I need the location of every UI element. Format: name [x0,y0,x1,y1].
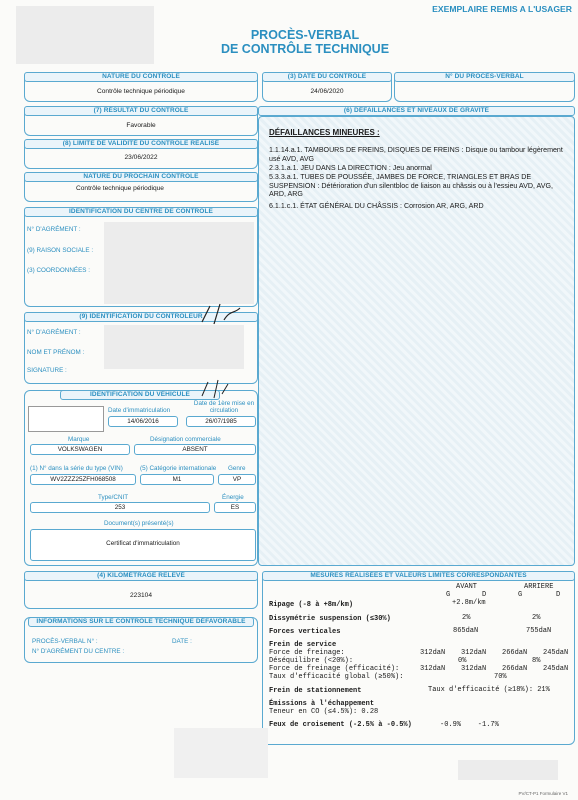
categorie-label: (5) Catégorie internationale [140,465,217,472]
force-eff-value: 312daN [461,665,487,673]
controleur-signature-label: SIGNATURE : [27,367,67,374]
avant-label: AVANT [456,583,478,591]
marque-label: Marque [68,436,90,443]
forces-arriere: 755daN [526,627,552,635]
signature-mark [196,300,256,330]
contre-pv-label: PROCÈS-VERBAL N° : [32,638,98,645]
controleur-nom-label: NOM ET PRÉNOM : [27,349,85,356]
defect-item: 6.1.1.c.1. ÉTAT GÉNÉRAL DU CHÂSSIS : Corrosion AR, ARG, ARD [269,202,484,210]
num-pv-header: N° DU PROCÈS-VERBAL [394,72,575,82]
redacted-stamp [174,728,268,778]
vehicule-scribble [198,378,238,400]
arriere-g: G [518,591,523,599]
page-title-line1: PROCÈS-VERBAL [250,28,360,42]
limite-header: (8) LIMITE DE VALIDITÉ DU CONTRÔLE RÉALISÉ [24,139,258,149]
redacted-controleur [104,325,244,369]
desequilibre-arriere: 8% [532,657,541,665]
redacted-logo [16,6,154,64]
redacted-footer [458,760,558,780]
categorie-value: M1 [140,474,214,485]
avant-d: D [482,591,487,599]
genre-label: Genre [228,465,246,472]
dissym-avant: 2% [462,614,471,622]
force-freinage-value: 312daN [461,649,487,657]
defaillances-title: DÉFAILLANCES MINEURES : [269,128,380,137]
ripage-value: +2.8m/km [452,599,486,607]
defect-item: 5.3.3.a.1. TUBES DE POUSSÉE, JAMBES DE FORCE, TRIANGLES ET BRAS DE SUSPENSION : Détérioration d'un silentbloc de liaison au châssis ou à l'essieu AVD, AVG, ARD, ARG [269,173,553,199]
designation-value: ABSENT [134,444,256,455]
vehicule-header: IDENTIFICATION DU VÉHICULE [60,390,220,400]
vin-value: WV2ZZZ25ZFH068508 [30,474,136,485]
centre-agrement-label: N° D'AGRÉMENT : [27,226,81,233]
dissym-label: Dissymétrie suspension (≤30%) [269,615,391,623]
resultat-value: Favorable [126,122,156,129]
desequilibre-label: Déséquilibre (<20%): [269,657,354,665]
date-controle-header: (3) DATE DU CONTRÔLE [262,72,392,82]
stationnement-value: Taux d'efficacité (≥18%): 21% [428,686,550,694]
footer-ref: PV/CT-P1 Formulaire V1 [518,791,568,796]
prochain-header: NATURE DU PROCHAIN CONTRÔLE [24,172,258,182]
genre-value: VP [218,474,256,485]
force-eff-value: 266daN [502,665,528,673]
taux-global-label: Taux d'efficacité global (≥50%): [269,673,404,681]
centre-header: IDENTIFICATION DU CENTRE DE CONTRÔLE [24,207,258,217]
defaillances-header: (6) DÉFAILLANCES ET NIVEAUX DE GRAVITÉ [258,106,575,116]
arriere-d: D [556,591,561,599]
stationnement-label: Frein de stationnement [269,687,362,695]
frein-service-label: Frein de service [269,641,337,649]
ripage-label: Ripage (-8 à +8m/km) [269,601,354,609]
limite-value: 23/06/2022 [124,154,158,161]
type-label: Type/CNIT [98,494,129,501]
avant-g: G [446,591,451,599]
contre-visite-header: INFORMATIONS SUR LE CONTRÔLE TECHNIQUE DÉFAVORABLE [28,617,254,627]
dissym-arriere: 2% [532,614,541,622]
emissions-label: Émissions à l'échappement [269,700,375,708]
controleur-header: (9) IDENTIFICATION DU CONTRÔLEUR [24,312,258,322]
marque-value: VOLKSWAGEN [30,444,130,455]
resultat-header: (7) RÉSULTAT DU CONTRÔLE [24,106,258,116]
km-header: (4) KILOMÉTRAGE RELEVÉ [24,571,258,581]
defect-item: 1.1.14.a.1. TAMBOURS DE FREINS, DISQUES DE FREINS : Disque ou tambour légèrement usé AVD, AVG [269,146,563,163]
energie-value: ES [214,502,256,513]
force-freinage-label: Force de freinage: [269,649,345,657]
feux-label: Feux de croisement (-2.5% à -0.5%) [269,721,412,729]
designation-label: Désignation commerciale [150,436,221,443]
force-freinage-value: 266daN [502,649,528,657]
defect-item: 2.3.1.a.1. JEU DANS LA DIRECTION : Jeu anormal [269,164,432,172]
co-label: Teneur en CO (≤4.5%): 0.28 [269,708,379,716]
forces-avant: 865daN [453,627,479,635]
page-title [200,28,410,56]
contre-agrement-label: N° D'AGRÉMENT DU CENTRE : [32,648,125,655]
taux-global-value: 70% [494,673,507,681]
contre-date-label: DATE : [172,638,192,645]
date-controle-value: 24/06/2020 [310,88,344,95]
desequilibre-avant: 0% [458,657,467,665]
redacted-centre [104,222,254,304]
force-eff-value: 245daN [543,665,569,673]
documents-label: Document(s) présenté(s) [104,520,174,527]
force-eff-value: 312daN [420,665,446,673]
date-immat-value: 14/06/2016 [108,416,178,427]
page-title-line2: DE CONTRÔLE TECHNIQUE [220,42,390,56]
feux-values: -0.9% -1.7% [440,721,499,729]
date-circ-value: 26/07/1985 [186,416,256,427]
arriere-label: ARRIERE [524,583,554,591]
forces-label: Forces verticales [269,628,341,636]
redacted-immat [28,406,104,432]
type-value: 253 [30,502,210,513]
prochain-value: Contrôle technique périodique [76,185,164,192]
controleur-agrement-label: N° D'AGRÉMENT : [27,329,81,336]
nature-controle-value: Contrôle technique périodique [97,88,185,95]
vin-label: (1) N° dans la série du type (VIN) [30,465,123,472]
force-freinage-value: 245daN [543,649,569,657]
mesures-header: MESURES RÉALISÉES ET VALEURS LIMITES CORRESPONDANTES [262,571,575,581]
documents-value: Certificat d'immatriculation [30,529,256,561]
date-circ-label: Date de 1ère mise en circulation [193,400,255,414]
centre-coord-label: (3) COORDONNÉES : [27,267,90,274]
energie-label: Énergie [222,494,244,501]
date-immat-label: Date d'immatriculation [108,407,171,414]
km-value: 223104 [129,592,152,599]
centre-raison-label: (9) RAISON SOCIALE : [27,247,94,254]
nature-controle-header: NATURE DU CONTRÔLE [24,72,258,82]
copy-label: EXEMPLAIRE REMIS A L'USAGER [432,4,572,14]
force-freinage-value: 312daN [420,649,446,657]
force-eff-label: Force de freinage (efficacité): [269,665,400,673]
